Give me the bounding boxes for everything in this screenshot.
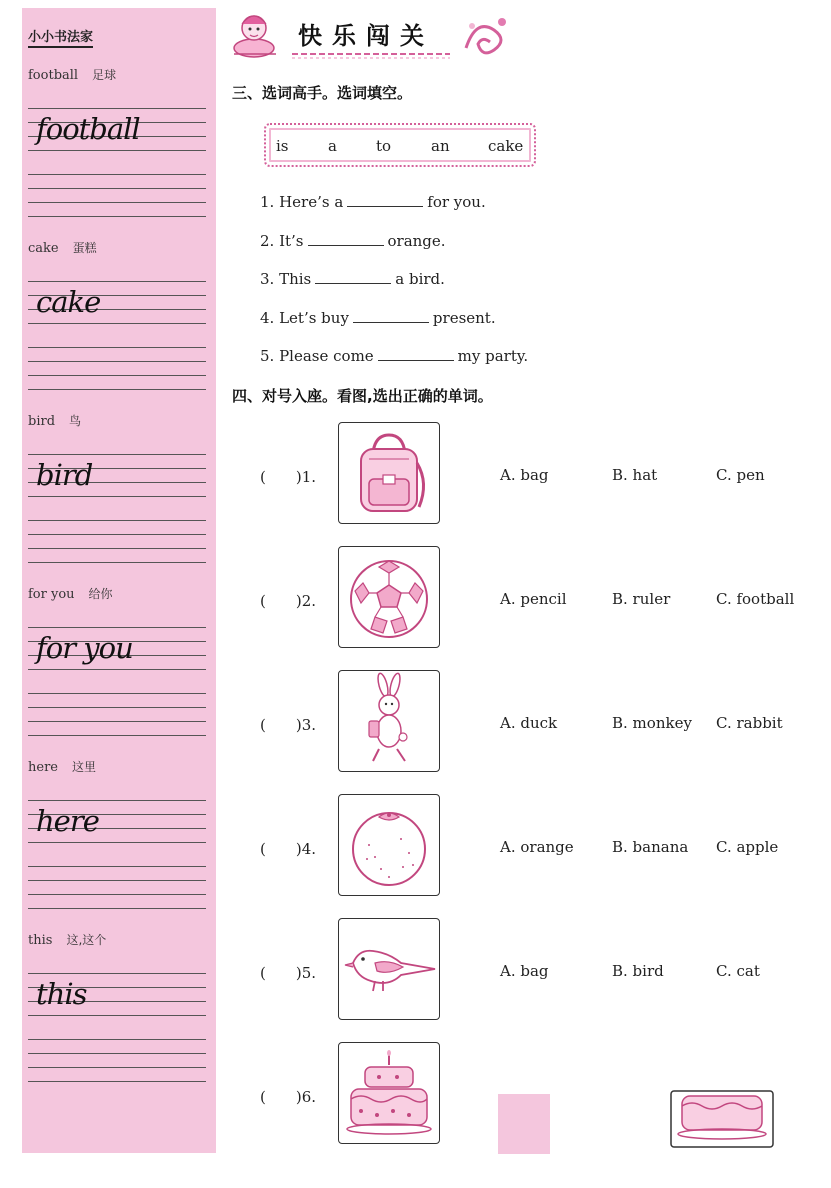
script-sample-word: bird [36, 458, 93, 492]
word-chinese: 这,这个 [66, 933, 107, 947]
cartoon-girl-icon [234, 16, 276, 57]
script-sample-word: cake [36, 285, 101, 319]
question-row-1 [0, 422, 831, 528]
sentence-3: 3. This a bird. [260, 270, 445, 288]
script-sample-word: football [36, 112, 140, 146]
word-chinese: 给你 [88, 587, 113, 601]
word-bank-item: an [431, 137, 450, 155]
answer-paren[interactable]: ( )6. [260, 1088, 317, 1106]
question-row-4 [0, 794, 831, 900]
option-a: A. duck [500, 714, 558, 732]
word-label [28, 239, 97, 256]
question-row-2 [0, 546, 831, 652]
word-english: cake [28, 241, 59, 256]
section-4-title: 四、对号入座。看图,选出正确的单词。 [232, 387, 493, 405]
option-b: B. hat [612, 466, 658, 484]
word-english: here [28, 760, 58, 775]
picture-box [338, 918, 440, 1020]
backpack-icon [339, 423, 439, 523]
option-b: B. monkey [612, 714, 692, 732]
word-bank-item: a [328, 137, 337, 155]
answer-paren[interactable]: ( )5. [260, 964, 317, 982]
word-bank-box [264, 123, 536, 167]
script-sample-word: for you [36, 631, 133, 665]
script-sample-word: here [36, 804, 99, 838]
option-a: A. pencil [500, 590, 567, 608]
cake-icon [670, 1090, 774, 1148]
option-c: C. apple [716, 838, 779, 856]
option-a: A. orange [500, 838, 574, 856]
option-b: B. banana [612, 838, 689, 856]
section-3-title: 三、选词高手。选词填空。 [232, 84, 413, 102]
rabbit-icon [339, 671, 439, 771]
word-chinese: 蛋糕 [72, 241, 97, 255]
picture-box [338, 670, 440, 772]
word-bank-item: cake [488, 137, 524, 155]
word-english: for you [28, 587, 75, 602]
answer-blank[interactable] [378, 346, 454, 361]
option-c: C. cat [716, 962, 760, 980]
answer-blank[interactable] [347, 192, 423, 207]
picture-box [338, 794, 440, 896]
option-b: B. ruler [612, 590, 671, 608]
option-a: A. bag [500, 962, 549, 980]
picture-box [338, 546, 440, 648]
word-chinese: 鸟 [69, 414, 82, 428]
question-row-3 [0, 670, 831, 776]
picture-box [338, 422, 440, 524]
orange-icon [339, 795, 439, 895]
word-chinese: 足球 [92, 68, 117, 82]
picture-box [338, 1042, 440, 1144]
word-english: bird [28, 414, 56, 429]
sentence-2: 2. It’s orange. [260, 232, 446, 250]
answer-blank[interactable] [315, 269, 391, 284]
word-english: this [28, 933, 53, 948]
word-bank-item: to [376, 137, 392, 155]
pink-overlay-block [498, 1094, 550, 1154]
answer-blank[interactable] [353, 308, 429, 323]
sidebar-title: 小小书法家 [28, 26, 93, 48]
word-chinese: 这里 [71, 760, 96, 774]
answer-paren[interactable]: ( )2. [260, 592, 317, 610]
word-bank-item: is [276, 137, 289, 155]
sentence-5: 5. Please come my party. [260, 347, 529, 365]
answer-paren[interactable]: ( )4. [260, 840, 317, 858]
sentence-4: 4. Let’s buy present. [260, 309, 496, 327]
football-icon [339, 547, 439, 647]
sentence-1: 1. Here’s a for you. [260, 193, 486, 211]
option-c: C. pen [716, 466, 765, 484]
cake-icon [339, 1043, 439, 1143]
option-a: A. bag [500, 466, 549, 484]
bird-icon [339, 919, 439, 1019]
answer-paren[interactable]: ( )3. [260, 716, 317, 734]
option-c: C. rabbit [716, 714, 783, 732]
option-b: B. bird [612, 962, 664, 980]
script-sample-word: this [36, 977, 87, 1011]
question-row-5 [0, 918, 831, 1024]
word-english: football [28, 68, 79, 83]
answer-paren[interactable]: ( )1. [260, 468, 317, 486]
swirl-ornament-icon [466, 18, 506, 53]
word-label [28, 66, 116, 83]
option-c: C. football [716, 590, 795, 608]
answer-blank[interactable] [308, 231, 384, 246]
page-title: 快乐闯关 [298, 22, 434, 50]
